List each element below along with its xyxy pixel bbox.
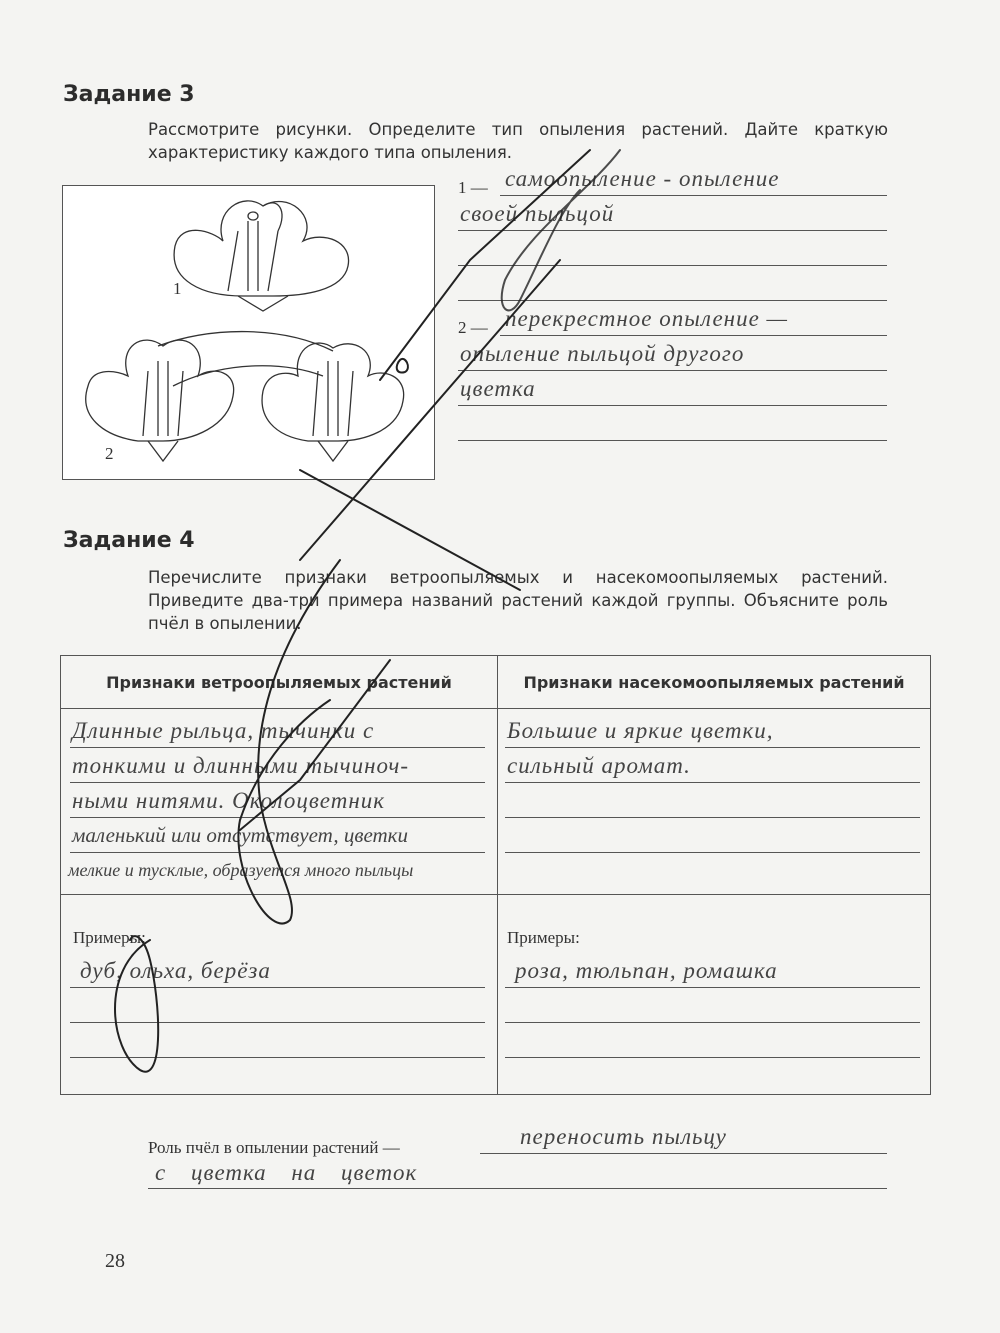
- insect-trait-line: сильный аромат.: [507, 753, 691, 778]
- task4-heading: Задание 4: [63, 528, 195, 553]
- task3-instructions: Рассмотрите рисунки. Определите тип опыления растений. Дайте краткую характеристику каждого типа опыления.: [148, 120, 888, 162]
- task3-heading: Задание 3: [63, 82, 195, 107]
- wind-trait-line: тонкими и длинными тычиноч-: [72, 753, 410, 778]
- page-number: 28: [105, 1250, 125, 1272]
- wind-trait-line: маленький или отсутствует, цветки: [72, 823, 408, 847]
- wind-examples-label: Примеры:: [73, 928, 146, 947]
- insect-examples: роза, тюльпан, ромашка: [515, 958, 778, 983]
- wind-examples: дуб, ольха, берёза: [80, 958, 271, 983]
- bees-answer-line: переносить пыльцу: [520, 1124, 727, 1149]
- answer-2-line: цветка: [460, 376, 536, 401]
- wind-trait-line: ными нитями. Околоцветник: [72, 788, 385, 813]
- wind-trait-line: Длинные рыльца, тычинки с: [72, 718, 375, 743]
- answer-1-number: 1 —: [458, 178, 488, 197]
- insect-trait-line: Большие и яркие цветки,: [507, 718, 774, 743]
- task4-instructions: Перечислите признаки ветроопыляемых и насекомоопыляемых растений. Приведите два-три примера названий растений каждой группы. Объясните роль пчёл в опылении.: [148, 568, 888, 633]
- bees-answer-line: с цветка на цветок: [155, 1160, 418, 1185]
- answer-2-line: перекрестное опыление —: [505, 306, 788, 331]
- insect-header: Признаки насекомоопыляемых растений: [498, 656, 931, 709]
- figure-label-2: 2: [105, 444, 114, 463]
- answer-2-number: 2 —: [458, 318, 488, 337]
- answer-2-line: опыление пыльцой другого: [460, 341, 745, 366]
- answer-1-line: самоопыление - опыление: [505, 166, 780, 191]
- wind-header: Признаки ветроопыляемых растений: [61, 656, 498, 709]
- bees-role-label: Роль пчёл в опылении растений —: [148, 1138, 400, 1157]
- figure-label-1: 1: [173, 279, 182, 298]
- insect-examples-label: Примеры:: [507, 928, 580, 947]
- wind-trait-line: мелкие и тусклые, образуется много пыльцы: [68, 860, 414, 880]
- answer-1-line: своей пыльцой: [460, 201, 615, 226]
